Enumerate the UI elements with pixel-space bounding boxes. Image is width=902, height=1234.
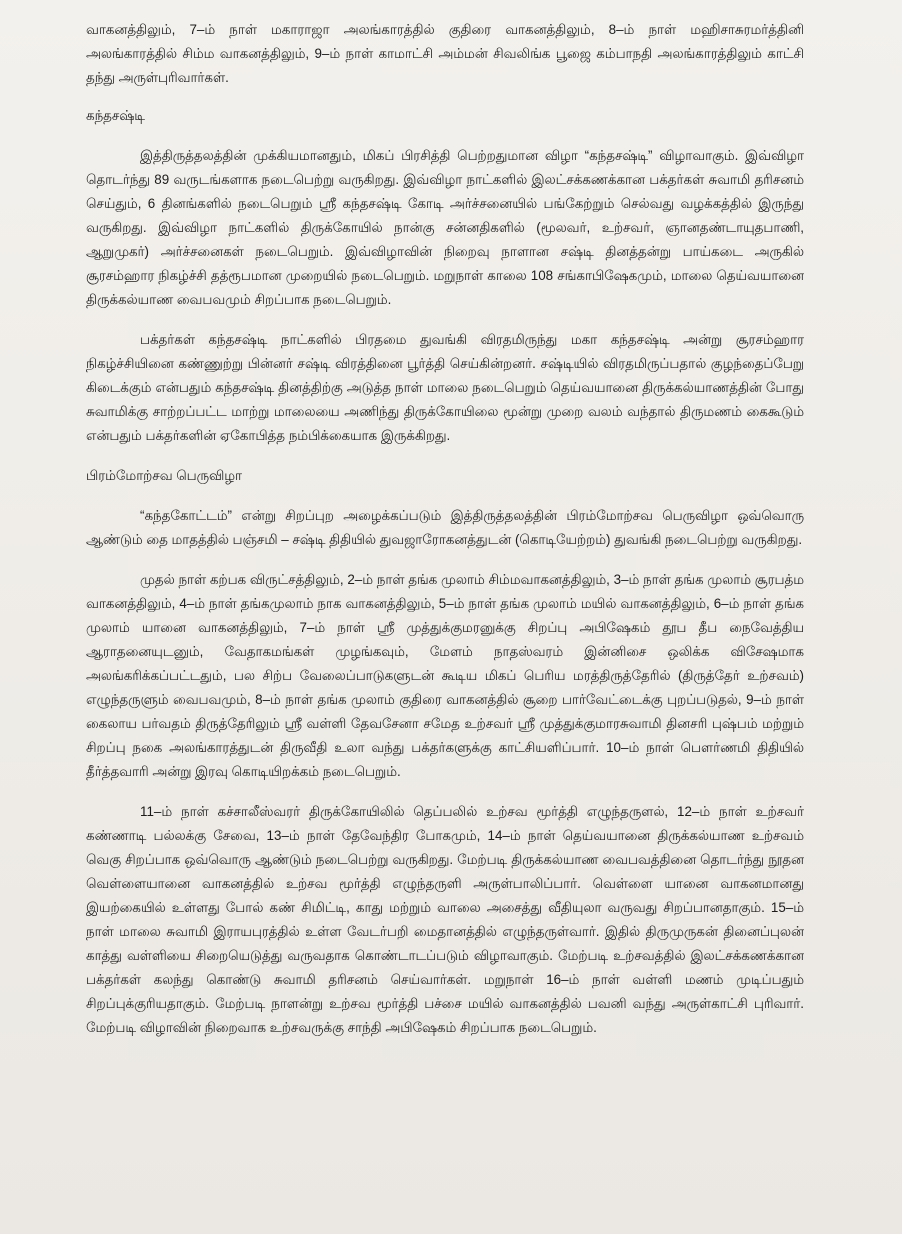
brahmotsavam-paragraph-2: முதல் நாள் கற்பக விருட்சத்திலும், 2–ம் நாள் தங்க முலாம் சிம்மவாகனத்திலும், 3–ம் நாள் தங்க முலாம் சூரபத்ம வாகனத்திலும், 4–ம் நாள் தங்கமுலாம் நாக வாகனத்திலும், 5–ம் நாள் தங்க முலாம் மயில் வாகனத்திலும், 6–ம் நாள் தங்க முலாம் யானை வாகனத்திலும், 7–ம் நாள் ஸ்ரீ முத்துக்குமரனுக்கு சிறப்பு அபிஷேகம் தூப தீப நைவேத்திய ஆராதனையுடனும், வேதாகமங்கள் முழங்கவும், மேளம் நாதஸ்வரம் இன்னிசை ஒலிக்க விசேஷமாக அலங்கரிக்கப்பட்டதும், பல சிற்ப வேலைப்பாடுகளுடன் கூடிய மிகப் பெரிய மரத்திருத்தேரில் (திருத்தேர் உற்சவம்) எழுந்தருளும் வைபவமும், 8–ம் நாள் தங்க முலாம் குதிரை வாகனத்தில் சூறை பார்வேட்டைக்கு புறப்படுதல், 9–ம் நாள் கைலாய பர்வதம் திருத்தேரிலும் ஸ்ரீ வள்ளி தேவசேனா சமேத உற்சவர் ஸ்ரீ முத்துக்குமாரசுவாமி தினசரி புஷ்பம் மற்றும் சிறப்பு நகை அலங்காரத்துடன் திருவீதி உலா வந்து பக்தர்களுக்கு காட்சியளிப்பார். 10–ம் நாள் பௌர்ணமி திதியில் தீர்த்தவாரி அன்று இரவு கொடியிறக்கம் நடைபெறும். — [86, 572, 804, 779]
kandasashti-paragraph-1: இத்திருத்தலத்தின் முக்கியமானதும், மிகப் பிரசித்தி பெற்றதுமான விழா “கந்தசஷ்டி” விழாவாகும். இவ்விழா தொடர்ந்து 89 வருடங்களாக நடைபெற்று வருகிறது. இவ்விழா நாட்களில் இலட்சக்கணக்கான பக்தர்கள் சுவாமி தரிசனம் செய்தும், 6 தினங்களில் நடைபெறும் ஸ்ரீ கந்தசஷ்டி கோடி அர்ச்சனையில் பங்கேற்றும் செல்வது வழக்கத்தில் இருந்து வருகிறது. இவ்விழா நாட்களில் திருக்கோயில் நான்கு சன்னதிகளில் (மூலவர், உற்சவர், ஞானதண்டாயுதபாணி, ஆறுமுகர்) அர்ச்சனைகள் நடைபெறும். இவ்விழாவின் நிறைவு நாளான சஷ்டி தினத்தன்று பாய்கடை அருகில் சூரசம்ஹார நிகழ்ச்சி தத்ரூபமான முறையில் நடைபெறும். மறுநாள் காலை 108 சங்காபிஷேகமும், மாலை தெய்வயானை திருக்கல்யாண வைபவமும் சிறப்பாக நடைபெறும். — [86, 148, 804, 307]
section-heading-kandasashti: கந்தசஷ்டி — [86, 108, 145, 123]
brahmotsavam-paragraph-1: “கந்தகோட்டம்” என்று சிறப்புற அழைக்கப்படும் இத்திருத்தலத்தின் பிரம்மோற்சவ பெருவிழா ஒவ்வொரு ஆண்டும் தை மாதத்தில் பஞ்சமி – சஷ்டி திதியில் துவஜாரோகனத்துடன் (கொடியேற்றம்) துவங்கி நடைபெற்று வருகிறது. — [86, 508, 804, 547]
kandasashti-paragraph-2: பக்தர்கள் கந்தசஷ்டி நாட்களில் பிரதமை துவங்கி விரதமிருந்து மகா கந்தசஷ்டி அன்று சூரசம்ஹார நிகழ்ச்சியினை கண்ணுற்று பின்னர் சஷ்டி விரத்தினை பூர்த்தி செய்கின்றனர். சஷ்டியில் விரதமிருப்பதால் குழந்தைப்பேறு கிடைக்கும் என்பதும் கந்தசஷ்டி தினத்திற்கு அடுத்த நாள் மாலை நடைபெறும் தெய்வயானை திருக்கல்யாணத்தின் போது சுவாமிக்கு சாற்றப்பட்ட மாற்று மாலையை அணிந்து திருக்கோயிலை மூன்று முறை வலம் வந்தால் திருமணம் கைகூடும் என்பதும் பக்தர்களின் ஏகோபித்த நம்பிக்கையாக இருக்கிறது. — [86, 332, 804, 443]
brahmotsavam-paragraph-3: 11–ம் நாள் கச்சாலீஸ்வரர் திருக்கோயிலில் தெப்பலில் உற்சவ மூர்த்தி எழுந்தருளல், 12–ம் நாள் உற்சவர் கண்ணாடி பல்லக்கு சேவை, 13–ம் நாள் தேவேந்திர போகமும், 14–ம் நாள் தெய்வயானை திருக்கல்யாண உற்சவம் வெகு சிறப்பாக ஒவ்வொரு ஆண்டும் நடைபெற்று வருகிறது. மேற்படி திருக்கல்யாண வைபவத்தினை தொடர்ந்து நூதன வெள்ளையானை வாகனத்தில் உற்சவ மூர்த்தி எழுந்தருளி அருள்பாலிப்பார். வெள்ளை யானை வாகனமானது இயற்கையில் உள்ளது போல் கண் சிமிட்டி, காது மற்றும் வாலை அசைத்து வீதியுலா வருவது சிறப்பானதாகும். 15–ம் நாள் மாலை சுவாமி இராயபுரத்தில் உள்ள வேடர்பறி மைதானத்தில் எழுந்தருள்வார். இதில் திருமுருகன் தினைப்புலன் காத்து வள்ளியை சிறையெடுத்து வருவதாக கொண்டாடப்படும் விழாவாகும். மேற்படி உற்சவத்தில் இலட்சக்கணக்கான பக்தர்கள் கலந்து கொண்டு சுவாமி தரிசனம் செய்வார்கள். மறுநாள் 16–ம் நாள் வள்ளி மணம் முடிப்பதும் சிறப்புக்குரியதாகும். மேற்படி நாளன்று உற்சவ மூர்த்தி பச்சை மயில் வாகனத்தில் பவனி வந்து அருள்காட்சி புரிவார். மேற்படி விழாவின் நிறைவாக உற்சவருக்கு சாந்தி அபிஷேகம் சிறப்பாக நடைபெறும். — [86, 804, 804, 1035]
section-heading-brahmotsavam: பிரம்மோற்சவ பெருவிழா — [86, 468, 243, 483]
intro-paragraph: வாகனத்திலும், 7–ம் நாள் மகாராஜா அலங்காரத்தில் குதிரை வாகனத்திலும், 8–ம் நாள் மஹிசாசுரமர்த்தினி அலங்காரத்தில் சிம்ம வாகனத்திலும், 9–ம் நாள் காமாட்சி அம்மன் சிவலிங்க பூஜை கம்பாநதி அலங்காரத்திலும் காட்சி தந்து அருள்புரிவார்கள். — [86, 22, 804, 85]
